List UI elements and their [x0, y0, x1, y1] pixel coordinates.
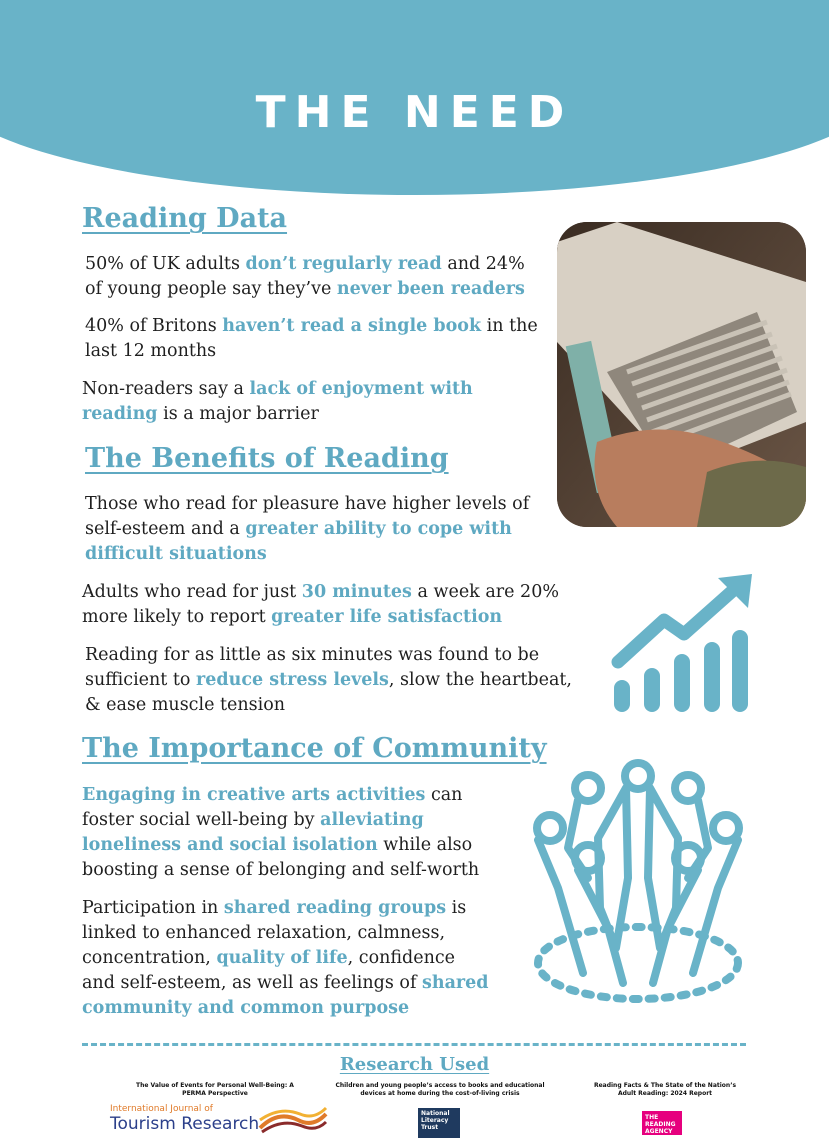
research-ref-2-title: Children and young people’s access to books and educational devices at home during the cost-of-living crisis — [335, 1082, 545, 1097]
research-ref-1-title: The Value of Events for Personal Well-Being: A PERMA Perspective — [136, 1082, 294, 1097]
book-display-photo — [557, 222, 806, 527]
community-heading: The Importance of Community — [82, 733, 547, 764]
book-display-illustration — [557, 222, 806, 527]
benefits-paragraph-3: Reading for as little as six minutes was found to be sufficient to reduce stress levels, slow the heartbeat, & ease muscle tension — [85, 645, 572, 715]
community-people-icon — [528, 758, 748, 1008]
reading-data-heading: Reading Data — [82, 203, 288, 234]
research-ref-3-title: Reading Facts & The State of the Nation’s Adult Reading: 2024 Report — [593, 1082, 737, 1097]
benefits-paragraph-1: Those who read for pleasure have higher levels of self-esteem and a greater ability to cope with difficult situations — [85, 494, 530, 564]
benefits-heading: The Benefits of Reading — [85, 443, 449, 474]
reading-data-paragraph-2: 40% of Britons haven’t read a single book in the last 12 months — [85, 316, 538, 361]
community-paragraph-2: Participation in shared reading groups is linked to enhanced relaxation, calmness, concentration, quality of life, confidence and self-esteem, as well as feelings of shared community and common purpose — [82, 898, 489, 1018]
page-title: THE NEED — [255, 87, 574, 139]
benefits-paragraph-2: Adults who read for just 30 minutes a week are 20% more likely to report greater life satisfaction — [82, 582, 559, 627]
ijtr-logo-swoosh-icon — [258, 1106, 328, 1134]
reading-data-paragraph-1: 50% of UK adults don’t regularly read and 24% of young people say they’ve never been readers — [85, 254, 525, 299]
reading-data-paragraph-3: Non-readers say a lack of enjoyment with reading is a major barrier — [82, 379, 473, 424]
national-literacy-trust-logo: National Literacy Trust — [418, 1108, 460, 1138]
ijtr-logo-small-text: International Journal of — [110, 1104, 213, 1114]
ijtr-logo — [110, 1104, 330, 1136]
growth-chart-icon — [606, 570, 756, 715]
reading-agency-logo: THE READING AGENCY — [642, 1111, 682, 1135]
section-divider — [82, 1043, 746, 1046]
ijtr-logo-big-text: Tourism Research — [110, 1114, 260, 1134]
community-paragraph-1: Engaging in creative arts activities can foster social well-being by alleviating loneliness and social isolation while also boosting a sense of belonging and self-worth — [82, 785, 480, 880]
research-heading: Research Used — [339, 1054, 490, 1075]
